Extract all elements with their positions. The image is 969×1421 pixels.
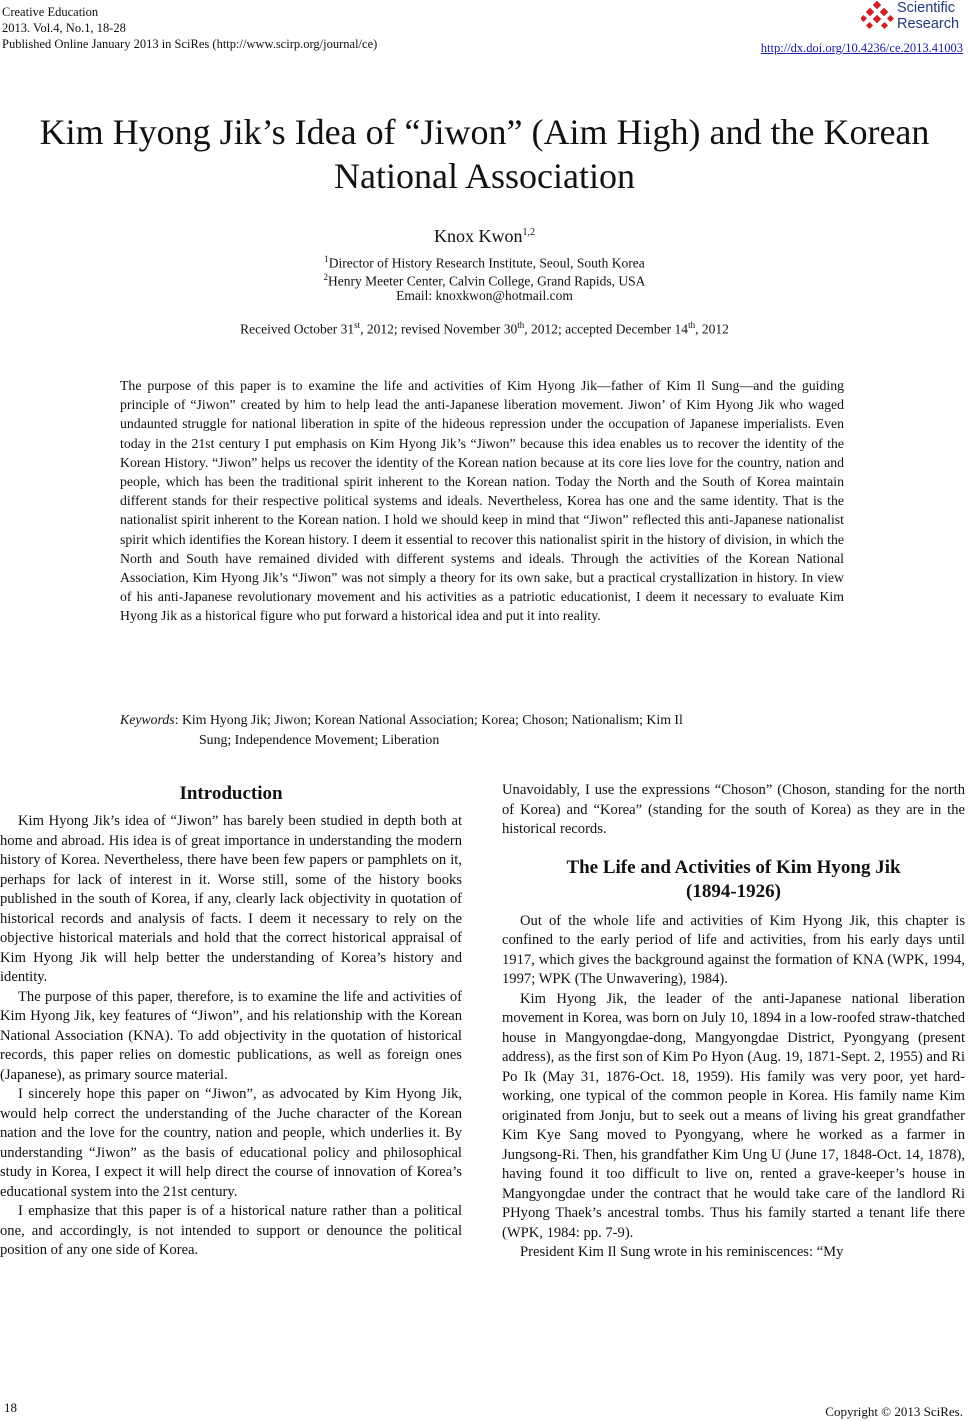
journal-volume: 2013. Vol.4, No.1, 18-28 — [2, 21, 126, 35]
author-name: Knox Kwon — [434, 226, 523, 246]
author — [0, 226, 969, 247]
scientific-research-logo — [861, 0, 965, 36]
journal-header — [2, 4, 377, 52]
intro-paragraph-3: I sincerely hope this paper on “Jiwon”, as advocated by Kim Hyong Jik, would help correct the understanding of the Juche character of the Korean nation and the love for the country, nation and people, which underlies it. By understanding “Jiwon” as the basis of educational policy and philosophical study in Korea, I expect it will help direct the course of innovation of Korea’s educational system into the 21st century. — [0, 1086, 462, 1200]
received-text-3: , 2012; accepted December 14 — [524, 321, 689, 337]
logo-line-2: Research — [897, 16, 960, 32]
continuation-paragraph: Unavoidably, I use the expressions “Choson” (Choson, standing for the north of Korea) and “Korea” (standing for the south of Korea) as they are in the historical records. — [502, 782, 965, 837]
received-text-1: Received October 31 — [240, 321, 355, 337]
keywords-line-1: : Kim Hyong Jik; Jiwon; Korean National Association; Korea; Choson; Nationalism; Kim Il — [174, 712, 683, 727]
affiliation-2-sup: 2 — [323, 272, 329, 282]
keywords — [120, 710, 850, 749]
affiliation-2-text: Henry Meeter Center, Calvin College, Grand Rapids, USA — [328, 273, 646, 289]
life-activities-heading — [502, 856, 965, 904]
life-paragraph-3: President Kim Il Sung wrote in his reminiscences: “My — [520, 1244, 844, 1260]
keywords-label: Keywords — [120, 712, 175, 727]
life-activities-heading-line-2: (1894-1926) — [686, 880, 781, 902]
abstract: The purpose of this paper is to examine the life and activities of Kim Hyong Jik—father of Kim Il Sung—and the guiding principle of “Jiwon” created by him to help lead the anti-Japanese liberation movement. Jiwon’ of Kim Hyong Jik who waged undaunted struggle for national liberation in spite of the hideous repression under the occupation of Japanese imperialists. Even today in the 21st century I put emphasis on Kim Hyong Jik’s “Jiwon” because this idea enables us to recover the identity of the Korean History. “Jiwon” helps us recover the identity of the Korean nation because at its core lies love for the country, nation and people, which has been the traditional spirit inherent to the Korean nation. Today the North and the South of Korea maintain different stands for their respective political systems and ideals. Nevertheless, Korea has one and the same identity. That is the nationalist spirit inherent to the Korean nation. I hold we should keep in mind that “Jiwon” reflected this anti-Japanese nationalist spirit which identifies the Korean history. I deem it essential to recover this nationalist spirit in the history of division, in which the North and South have remained divided with different systems and ideals. Through the activities of the Korean National Association, Kim Hyong Jik’s “Jiwon” was not simply a theory for its own sake, but a practical crystallization in history. In view of his anti-Japanese revolutionary movement and his activities as a patriotic educationist, I deem it necessary to evaluate Kim Hyong Jik as a historical figure who put forward a historical idea and put it into reality. — [120, 378, 844, 624]
intro-paragraph-4: I emphasize that this paper is of a historical nature rather than a political one, and accordingly, is not intended to support or denounce the political position of any one side of Korea. — [0, 1203, 462, 1258]
left-column — [0, 782, 462, 1261]
received-dates — [0, 320, 969, 338]
life-activities-heading-line-1: The Life and Activities of Kim Hyong Jik — [566, 856, 901, 878]
author-affil-sup: 1,2 — [522, 227, 535, 238]
journal-name: Creative Education — [2, 5, 99, 19]
received-text-2: , 2012; revised November 30 — [360, 321, 518, 337]
received-sup-1: st — [354, 320, 361, 330]
doi-link[interactable]: http://dx.doi.org/10.4236/ce.2013.41003 — [760, 41, 963, 55]
received-text-4: , 2012 — [695, 321, 729, 337]
intro-paragraph-2: The purpose of this paper, therefore, is to examine the life and activities of Kim Hyong Jik, key features of “Jiwon”, and his relationship with the Korean National Association (KNA). To add objectivity in the quotation of historical records, this paper relies on domestic publications, as well as foreign ones (Japanese), as primary source material. — [0, 988, 462, 1083]
copyright: Copyright © 2013 SciRes. — [825, 1404, 963, 1419]
published-online: Published Online January 2013 in SciRes (http://www.scirp.org/journal/ce) — [2, 37, 378, 51]
life-paragraph-1: Out of the whole life and activities of Kim Hyong Jik, this chapter is confined to the early period of life and activities, from his early days until 1917, which gives the background against the formation of KNA (WPK, 1994, 1997; WPK (The Unwavering), 1984). — [502, 912, 965, 987]
paper-title: Kim Hyong Jik’s Idea of “Jiwon” (Aim High) and the Korean National Association — [39, 112, 930, 196]
logo-mark-icon — [861, 1, 895, 35]
page-number: 18 — [4, 1400, 17, 1415]
received-sup-2: th — [517, 320, 525, 330]
received-sup-3: th — [688, 320, 696, 330]
intro-paragraph-1: Kim Hyong Jik’s idea of “Jiwon” has barely been studied in depth both at home and abroad. His idea is of great importance in understanding the modern history of Korea. Nevertheless, there have been few papers or pamphlets on it, perhaps for lack of interest in it. Worse still, some of the history books published in the south of Korea, if any, clearly lack objectivity in quotation of historical records and analysis of facts. I deem it necessary to rely on the objective historical materials and hold that the correct historical appraisal of Kim Hyong Jik will help better the understanding of Korea’s history and identity. — [0, 813, 462, 985]
life-paragraph-2: Kim Hyong Jik, the leader of the anti-Japanese national liberation movement in Korea, was born on July 10, 1894 in a low-roofed straw-thatched house in Mangyongdae-dong, Mangyongdae District, Pyongyang (present address), as the first son of Kim Po Hyon (Aug. 19, 1871-Sept. 2, 1955) and Ri Po Ik (May 31, 1876-Oct. 18, 1959). His family was very poor, yet hard-working, one typical of the common people in Korea. His family name Kim originated from Jonju, but to seek out a means of living his great grandfather Kim Kye Sang moved to Pyongyang, where he worked as a farmer in Jungsong-Ri. Then, his grandfather Kim Ung U (June 17, 1848-Oct. 14, 1878), having found it too difficult to live on, rented a grave-keeper’s house in Mangyongdae under the contract that he would take care of the landlord Ri PHyong Thaek’s ancestral tombs. Thus his family started a tenant life there (WPK, 1984: pp. 7-9). — [502, 990, 965, 1241]
author-email: Email: knoxkwon@hotmail.com — [396, 288, 573, 303]
introduction-heading: Introduction — [179, 783, 283, 804]
keywords-line-2: Sung; Independence Movement; Liberation — [199, 731, 440, 747]
logo-line-1: Scientific — [897, 0, 956, 16]
right-column — [502, 781, 965, 1263]
affiliation-1-text: Director of History Research Institute, Seoul, South Korea — [328, 255, 645, 271]
affiliation-1-sup: 1 — [324, 254, 329, 264]
logo-wordmark — [897, 0, 959, 32]
